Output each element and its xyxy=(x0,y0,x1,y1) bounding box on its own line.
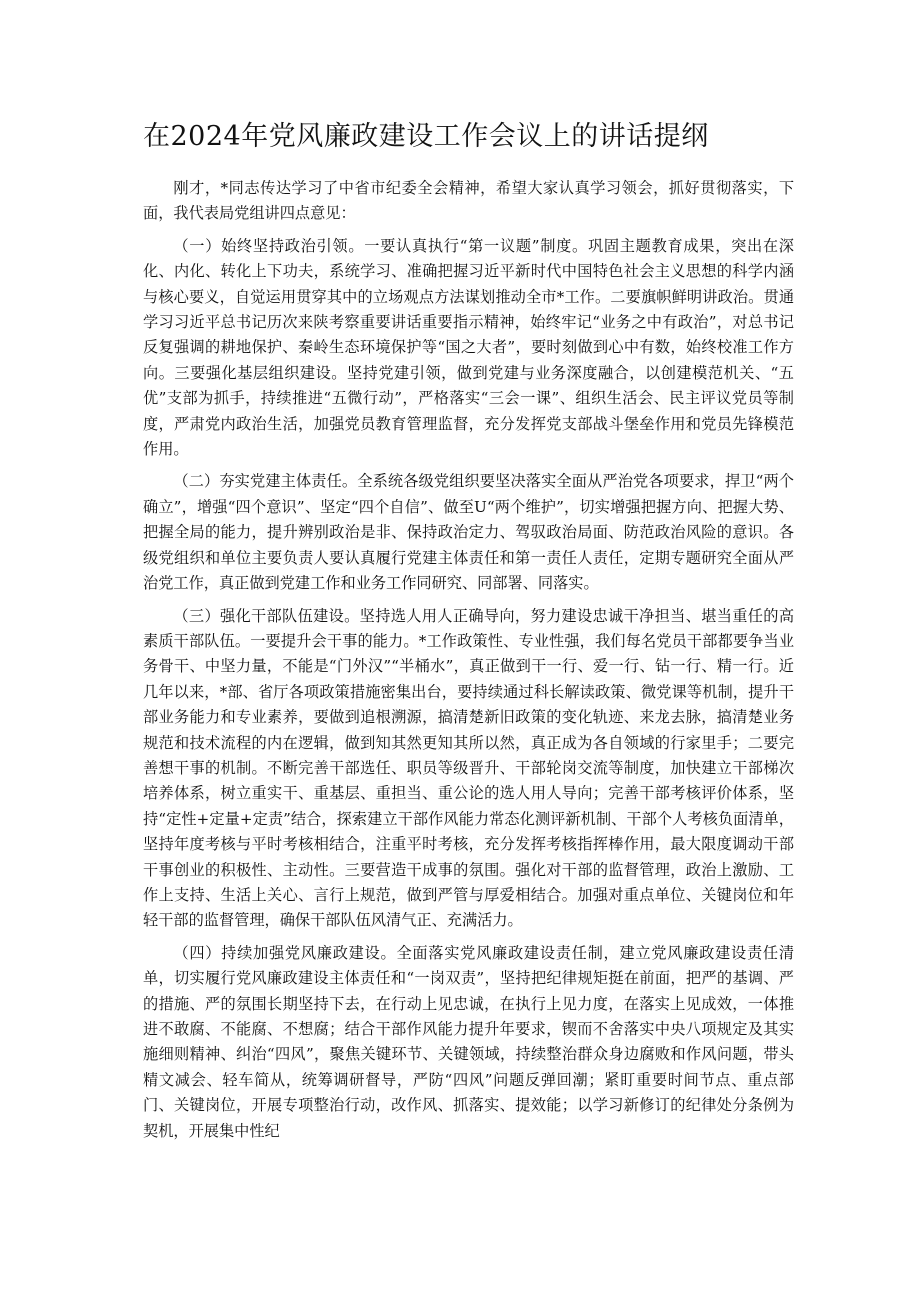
section-3-paragraph: （三）强化干部队伍建设。坚持选人用人正确导向，努力建设忠诚干净担当、堪当重任的高素质干部队伍。一要提升会干事的能力。*工作政策性、专业性强，我们每名党员干部都要争当业务骨干、中坚力量，不能是“门外汉”“半桶水”，真正做到干一行、爱一行、钻一行、精一行。近几年以来，*部、省厅各项政策措施密集出台，要持续通过科长解读政策、微党课等机制，提升干部业务能力和专业素养，要做到追根溯源，搞清楚新旧政策的变化轨迹、来龙去脉，搞清楚业务规范和技术流程的内在逻辑，做到知其然更知其所以然，真正成为各自领域的行家里手；二要完善想干事的机制。不断完善干部选任、职员等级晋升、干部轮岗交流等制度，加快建立干部梯次培养体系，树立重实干、重基层、重担当、重公论的选人用人导向；完善干部考核评价体系，坚持“定性+定量+定责”结合，探索建立干部作风能力常态化测评新机制、干部个人考核负面清单，坚持年度考核与平时考核相结合，注重平时考核，充分发挥考核指挥棒作用，最大限度调动干部干事创业的积极性、主动性。三要营造干成事的氛围。强化对干部的监督管理，政治上激励、工作上支持、生活上关心、言行上规范，做到严管与厚爱相结合。加强对重点单位、关键岗位和年轻干部的监督管理，确保干部队伍风清气正、充满活力。 xyxy=(143,606,794,930)
section-4-paragraph: （四）持续加强党风廉政建设。全面落实党风廉政建设责任制，建立党风廉政建设责任清单，切实履行党风廉政建设主体责任和“一岗双责”，坚持把纪律规矩挺在前面，把严的基调、严的措施、严的氛围长期坚持下去，在行动上见忠诚，在执行上见力度，在落实上见成效，一体推进不敢腐、不能腐、不想腐；结合干部作风能力提升年要求，锲而不舍落实中央八项规定及其实施细则精神、纠治“四风”，聚焦关键环节、关键领域，持续整治群众身边腐败和作风问题，带头精文减会、轻车简从，统筹调研督导，严防“四风”问题反弹回潮；紧盯重要时间节点、重点部门、关键岗位，开展专项整治行动，改作风、抓落实、提效能；以学习新修订的纪律处分条例为契机，开展集中性纪 xyxy=(143,943,794,1140)
document-page xyxy=(143,118,794,1151)
intro-paragraph: 刚才，*同志传达学习了中省市纪委全会精神，希望大家认真学习领会，抓好贯彻落实，下面，我代表局党组讲四点意见： xyxy=(143,179,794,223)
document-title: 在2024年党风廉政建设工作会议上的讲话提纲 xyxy=(143,121,709,152)
section-2-paragraph: （二）夯实党建主体责任。全系统各级党组织要坚决落实全面从严治党各项要求，捍卫“两个确立”，增强“四个意识”、坚定“四个自信”、做至U“两个维护”，切实增强把握方向、把握大势、把握全局的能力，提升辨别政治是非、保持政治定力、驾驭政治局面、防范政治风险的意识。各级党组织和单位主要负责人要认真履行党建主体责任和第一责任人责任，定期专题研究全面从严治党工作，真正做到党建工作和业务工作同研究、同部署、同落实。 xyxy=(143,472,794,593)
section-1-paragraph: （一）始终坚持政治引领。一要认真执行“第一议题”制度。巩固主题教育成果，突出在深化、内化、转化上下功夫，系统学习、准确把握习近平新时代中国特色社会主义思想的科学内涵与核心要义，自觉运用贯穿其中的立场观点方法谋划推动全市*工作。二要旗帜鲜明讲政治。贯通学习习近平总书记历次来陕考察重要讲话重要指示精神，始终牢记“业务之中有政治”，对总书记反复强调的耕地保护、秦岭生态环境保护等“国之大者”，要时刻做到心中有数，始终校准工作方向。三要强化基层组织建设。坚持党建引领，做到党建与业务深度融合，以创建模范机关、“五优”支部为抓手，持续推进“五微行动”，严格落实“三会一课”、组织生活会、民主评议党员等制度，严肃党内政治生活，加强党员教育管理监督，充分发挥党支部战斗堡垒作用和党员先锋模范作用。 xyxy=(143,236,794,459)
